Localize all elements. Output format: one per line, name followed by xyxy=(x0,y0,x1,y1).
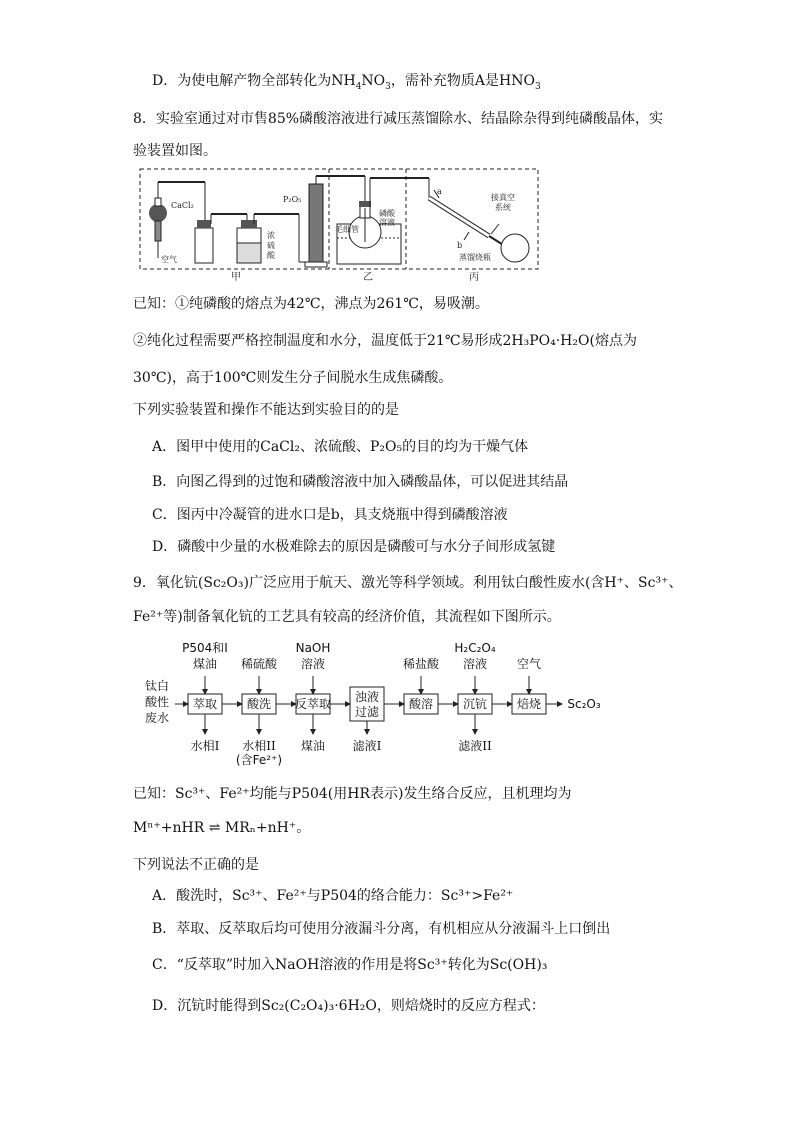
phosphoric-label-1: 磷酸 xyxy=(379,209,395,218)
inlet-b-label: b xyxy=(457,241,463,250)
q8-option-a: A．图甲中使用的CaCl₂、浓硫酸、P₂O₅的目的均为干燥气体 xyxy=(152,439,529,455)
capillary-label: 毛细管 xyxy=(335,225,359,234)
step-label-4: 酸溶 xyxy=(408,697,434,711)
output-0-0: 水相I xyxy=(190,739,220,753)
label-jia: 甲 xyxy=(231,272,241,283)
inlet-a-label: a xyxy=(437,187,442,196)
q9-equation: Mⁿ⁺+nHR ⇌ MRₙ+nH⁺。 xyxy=(133,820,311,836)
source-label-0: 钛白 xyxy=(144,679,170,693)
output-1-1: (含Fe²⁺) xyxy=(235,753,283,767)
reagent-5-1: 溶液 xyxy=(462,657,488,671)
vacuum-label-1: 接真空 xyxy=(491,193,515,202)
source-label-1: 酸性 xyxy=(144,695,170,709)
q9-known-1: 已知：Sc³⁺、Fe²⁺均能与P504(用HR表示)发生络合反应，且机理均为 xyxy=(133,786,572,802)
q8-option-d: D．磷酸中少量的水极难除去的原因是磷酸可与水分子间形成氢键 xyxy=(152,539,556,555)
q9-option-b: B．萃取、反萃取后均可使用分液漏斗分离，有机相应从分液漏斗上口倒出 xyxy=(152,921,611,937)
q9-option-c: C．“反萃取”时加入NaOH溶液的作用是将Sc³⁺转化为Sc(OH)₃ xyxy=(152,957,548,973)
label-yi: 乙 xyxy=(363,272,373,283)
receiving-flask xyxy=(489,224,529,262)
process-flowchart xyxy=(139,642,619,772)
q9-option-d: D．沉钪时能得到Sc₂(C₂O₄)₃·6H₂O，则焙烧时的反应方程式： xyxy=(152,998,545,1014)
step-label-3-a: 浊液 xyxy=(354,690,380,704)
product-label: Sc₂O₃ xyxy=(567,697,601,711)
source-label-2: 废水 xyxy=(144,711,170,725)
step-label-5: 沉钪 xyxy=(462,697,488,711)
air-label: 空气 xyxy=(161,255,177,264)
q9-option-a: A．酸洗时，Sc³⁺、Fe²⁺与P504的络合能力：Sc³⁺>Fe²⁺ xyxy=(152,888,514,904)
reagent-2-0: NaOH xyxy=(295,642,331,655)
reagent-4-0: 稀盐酸 xyxy=(402,657,440,671)
step-label-3-b: 过滤 xyxy=(354,705,380,719)
step-label-1: 酸洗 xyxy=(246,697,272,711)
step-label-6: 焙烧 xyxy=(516,697,542,711)
output-2-0: 煤油 xyxy=(300,739,326,753)
q8-known-3: 30℃)，高于100℃则发生分子间脱水生成焦磷酸。 xyxy=(133,370,453,386)
q9-stem-line1: 9．氧化钪(Sc₂O₃)广泛应用于航天、激光等科学领域。利用钛白酸性废水(含H⁺、Sc³⁺、 xyxy=(133,575,683,591)
acid-label-1: 浓 xyxy=(267,231,275,240)
acid-label-2: 硫 xyxy=(267,241,275,250)
reagent-0-1: 煤油 xyxy=(192,657,218,671)
acid-label-3: 酸 xyxy=(267,251,275,260)
output-1-0: 水相II xyxy=(242,739,276,753)
reagent-5-0: H₂C₂O₄ xyxy=(454,642,496,655)
reagent-1-0: 稀硫酸 xyxy=(240,657,278,671)
reagent-0-0: P504和I xyxy=(182,642,228,655)
cacl2-label: CaCl₂ xyxy=(171,201,194,210)
step-label-2: 反萃取 xyxy=(294,697,332,711)
reagent-2-1: 溶液 xyxy=(300,657,326,671)
reagent-6-0: 空气 xyxy=(516,657,542,671)
p2o5-label: P₂O₅ xyxy=(283,195,302,204)
output-3-0: 滤液I xyxy=(352,739,382,753)
q9-question: 下列说法不正确的是 xyxy=(133,857,259,873)
phosphoric-label-2: 溶液 xyxy=(379,218,395,227)
step-label-0: 萃取 xyxy=(192,697,218,711)
q8-question: 下列实验装置和操作不能达到实验目的的是 xyxy=(133,402,399,418)
output-5-0: 滤液II xyxy=(458,739,492,753)
q8-stem-line2: 验装置如图。 xyxy=(133,143,217,159)
q8-known-2: ②纯化过程需要严格控制温度和水分，温度低于21℃易形成2H₃PO₄·H₂O(熔点为 xyxy=(133,333,637,349)
q8-option-b: B．向图乙得到的过饱和磷酸溶液中加入磷酸晶体，可以促进其结晶 xyxy=(152,474,569,490)
q8-known-1: 已知：①纯磷酸的熔点为42℃，沸点为261℃，易吸潮。 xyxy=(133,296,489,312)
q8-option-c: C．图丙中冷凝管的进水口是b，具支烧瓶中得到磷酸溶液 xyxy=(152,507,508,523)
flask-label: 蒸馏烧瓶 xyxy=(459,253,491,262)
apparatus-diagram xyxy=(139,168,539,290)
label-bing: 丙 xyxy=(469,272,479,283)
vacuum-label-2: 系统 xyxy=(495,203,511,212)
q8-stem-line1: 8．实验室通过对市售85%磷酸溶液进行减压蒸馏除水、结晶除杂得到纯磷酸晶体，实 xyxy=(133,111,664,127)
q9-stem-line2: Fe²⁺等)制备氧化钪的工艺具有较高的经济价值，其流程如下图所示。 xyxy=(133,609,561,625)
q7-option-d: D．为使电解产物全部转化为$NH_4NO_3$，需补充物质A是$HNO_3$ xyxy=(152,73,541,92)
